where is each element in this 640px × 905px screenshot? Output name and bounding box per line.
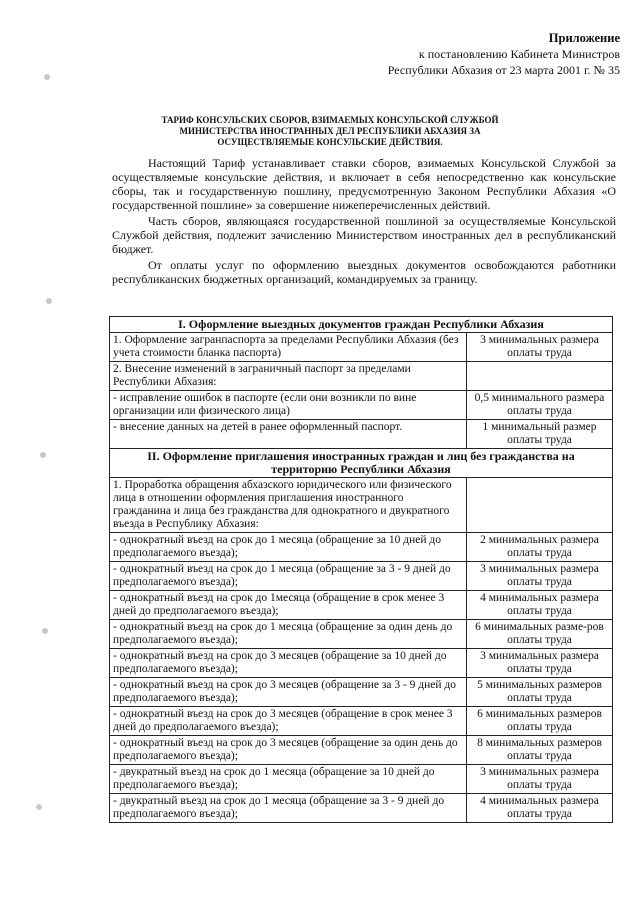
table-row (110, 620, 613, 649)
intro-text (112, 156, 616, 286)
fee-cell (467, 478, 613, 533)
table-row (110, 478, 613, 533)
fee-cell: 1 минимальный размер оплаты труда (467, 420, 613, 449)
fee-cell: 6 минимальных разме-ров оплаты труда (467, 620, 613, 649)
title-line: МИНИСТЕРСТВА ИНОСТРАННЫХ ДЕЛ РЕСПУБЛИКИ АБХАЗИЯ ЗА (179, 126, 481, 136)
tariff-table (109, 316, 613, 823)
appendix-line: к постановлению Кабинета Министров (418, 47, 620, 61)
fee-cell: 4 минимальных размера оплаты труда (467, 591, 613, 620)
paragraph: От оплаты услуг по оформлению выездных документов освобождаются работники республиканских бюджетных организаций, командируемых за границу. (112, 258, 616, 286)
appendix-header (388, 30, 620, 78)
scan-mark (40, 452, 46, 458)
paragraph: Часть сборов, являющаяся государственной пошлиной за осуществляемые Консульской Службой действия, подлежит зачислению Министерством иностранных дел в республиканский бюджет. (112, 214, 616, 256)
appendix-line: Республики Абхазия от 23 марта 2001 г. № 35 (387, 63, 620, 77)
table-row (110, 333, 613, 362)
section-header-row (110, 449, 613, 478)
service-cell: 1. Проработка обращения абхазского юридического или физического лица в отношении оформления приглашения иностранного гражданина и лица без гражданства для однократного и двукратного въезда в Республику Абхазия: (110, 478, 467, 533)
fee-cell: 5 минимальных размеров оплаты труда (467, 678, 613, 707)
scan-mark (46, 298, 52, 304)
fee-cell: 3 минимальных размера оплаты труда (467, 649, 613, 678)
table-row (110, 420, 613, 449)
fee-cell: 6 минимальных размеров оплаты труда (467, 707, 613, 736)
service-cell: - однократный въезд на срок до 1 месяца (обращение за 10 дней до предполагаемого въезда); (110, 533, 467, 562)
table-row (110, 707, 613, 736)
service-cell: - однократный въезд на срок до 1 месяца (обращение за 3 - 9 дней до предполагаемого въезда); (110, 562, 467, 591)
table-row (110, 533, 613, 562)
fee-cell: 3 минимальных размера оплаты труда (467, 765, 613, 794)
table-row (110, 765, 613, 794)
table-row (110, 649, 613, 678)
title-line: ТАРИФ КОНСУЛЬСКИХ СБОРОВ, ВЗИМАЕМЫХ КОНСУЛЬСКОЙ СЛУЖБОЙ (161, 115, 499, 125)
section-header: II. Оформление приглашения иностранных граждан и лиц без гражданства на территорию Республики Абхазия (110, 449, 613, 478)
table-row (110, 678, 613, 707)
table-row (110, 591, 613, 620)
fee-cell: 8 минимальных размеров оплаты труда (467, 736, 613, 765)
table-row (110, 562, 613, 591)
paragraph: Настоящий Тариф устанавливает ставки сборов, взимаемых Консульской Службой за осуществляемые консульские действия, и включает в себя непосредственно как консульские сборы, так и государственную пошлину, предусмотренную Законом Республики Абхазия «О государственной пошлине» за совершение нижеперечисленных действий. (112, 156, 616, 212)
section-header: I. Оформление выездных документов граждан Республики Абхазия (110, 317, 613, 333)
service-cell: - однократный въезд на срок до 3 месяцев (обращение за 3 - 9 дней до предполагаемого въезда); (110, 678, 467, 707)
fee-cell: 4 минимальных размера оплаты труда (467, 794, 613, 823)
service-cell: - двукратный въезд на срок до 1 месяца (обращение за 10 дней до предполагаемого въезда); (110, 765, 467, 794)
fee-cell (467, 362, 613, 391)
scan-mark (36, 804, 42, 810)
service-cell: - однократный въезд на срок до 1месяца (обращение в срок менее 3 дней до предполагаемого въезда); (110, 591, 467, 620)
service-cell: - однократный въезд на срок до 1 месяца (обращение за один день до предполагаемого въезда); (110, 620, 467, 649)
service-cell: - двукратный въезд на срок до 1 месяца (обращение за 3 - 9 дней до предполагаемого въезда); (110, 794, 467, 823)
table-row (110, 794, 613, 823)
table-row (110, 736, 613, 765)
service-cell: - внесение данных на детей в ранее оформленный паспорт. (110, 420, 467, 449)
title-line: ОСУЩЕСТВЛЯЕМЫЕ КОНСУЛЬСКИЕ ДЕЙСТВИЯ. (217, 137, 443, 147)
fee-cell: 3 минимальных размера оплаты труда (467, 333, 613, 362)
scan-mark (42, 628, 48, 634)
appendix-title: Приложение (548, 31, 620, 45)
service-cell: 1. Оформление загранпаспорта за пределами Республики Абхазия (без учета стоимости бланка паспорта) (110, 333, 467, 362)
service-cell: 2. Внесение изменений в заграничный паспорт за пределами Республики Абхазия: (110, 362, 467, 391)
service-cell: - однократный въезд на срок до 3 месяцев (обращение за 10 дней до предполагаемого въезда); (110, 649, 467, 678)
fee-cell: 2 минимальных размера оплаты труда (467, 533, 613, 562)
table-row (110, 391, 613, 420)
fee-cell: 0,5 минимального размера оплаты труда (467, 391, 613, 420)
scan-mark (44, 74, 50, 80)
table-row (110, 362, 613, 391)
section-header-row (110, 317, 613, 333)
fee-cell: 3 минимальных размера оплаты труда (467, 562, 613, 591)
service-cell: - исправление ошибок в паспорте (если они возникли по вине организации или физического лица) (110, 391, 467, 420)
service-cell: - однократный въезд на срок до 3 месяцев (обращение за один день до предполагаемого въезда); (110, 736, 467, 765)
service-cell: - однократный въезд на срок до 3 месяцев (обращение в срок менее 3 дней до предполагаемого въезда); (110, 707, 467, 736)
document-title (140, 115, 520, 148)
